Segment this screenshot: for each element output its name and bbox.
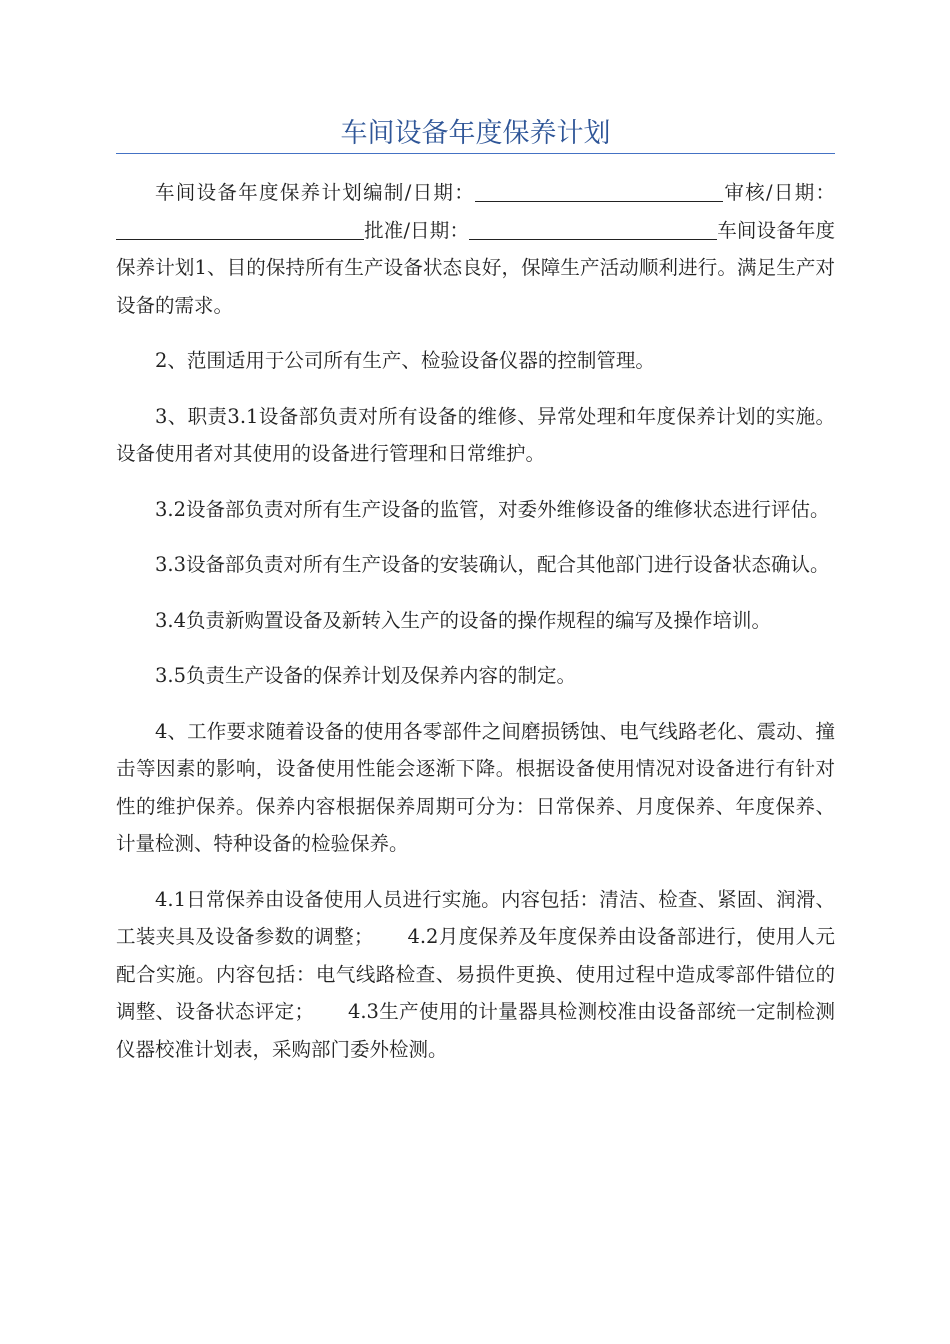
paragraph-duty-3-1: 3、职责3.1设备部负责对所有设备的维修、异常处理和年度保养计划的实施。设备使用者对其使用的设备进行管理和日常维护。 — [116, 404, 835, 465]
review-date-blank — [116, 215, 364, 240]
paragraph-duty-3-3: 3.3设备部负责对所有生产设备的安装确认，配合其他部门进行设备状态确认。 — [155, 553, 830, 576]
calibration-text: 4.3生产使用的计量器具检测校准由设备部统一定制检测仪器校准计划表，采购部门委外检测。 — [116, 1000, 835, 1061]
title-underline — [116, 153, 835, 154]
daily-maintenance-text: 4.1日常保养由设备使用人员进行实施。内容包括：清洁、检查、紧固、润滑、工装夹具及设备参数的调整； — [116, 887, 835, 948]
review-date-label: 审核/日期： — [723, 181, 835, 204]
paragraph-duty-3-5: 3.5负责生产设备的保养计划及保养内容的制定。 — [155, 664, 577, 687]
approve-date-blank — [469, 215, 717, 240]
approve-date-label: 批准/日期： — [364, 218, 470, 242]
paragraph-scope: 2、范围适用于公司所有生产、检验设备仪器的控制管理。 — [155, 349, 655, 372]
paragraph-duty-3-2: 3.2设备部负责对所有生产设备的监管，对委外维修设备的维修状态进行评估。 — [155, 497, 830, 521]
document-body — [116, 174, 835, 1086]
paragraph-maintenance-types — [116, 881, 835, 1069]
paragraph-requirements: 4、工作要求随着设备的使用各零部件之间磨损锈蚀、电气线路老化、震动、撞击等因素的影响，设备使用性能会逐渐下降。根据设备使用情况对设备进行有针对性的维护保养。保养内容根据保养周期可分为：日常保养、月度保养、年度保养、计量检测、特种设备的检验保养。 — [116, 719, 835, 855]
paragraph-duty-3-4: 3.4负责新购置设备及新转入生产的设备的操作规程的编写及操作培训。 — [155, 608, 772, 632]
monthly-maintenance-text: 4.2月度保养及年度保养由设备部进行，使用人元配合实施。内容包括：电气线路检查、易损件更换、使用过程中造成零部件错位的调整、设备状态评定； — [116, 925, 835, 1023]
header-paragraph — [116, 174, 835, 324]
compile-date-blank — [475, 177, 723, 202]
compile-date-label: 车间设备年度保养计划编制/日期： — [155, 181, 476, 204]
document-title: 车间设备年度保养计划 — [340, 118, 611, 149]
purpose-text: 车间设备年度保养计划1、目的保持所有生产设备状态良好，保障生产活动顺利进行。满足生产对设备的需求。 — [116, 218, 835, 317]
